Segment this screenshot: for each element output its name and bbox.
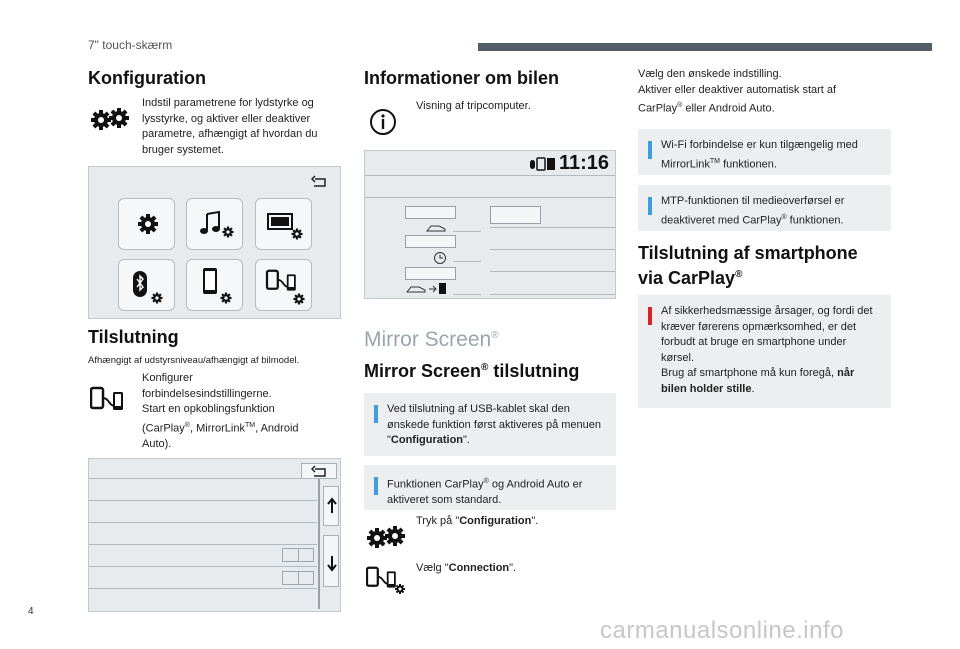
list-row-divider — [89, 588, 317, 589]
trip-row-line — [490, 271, 615, 272]
gear-icon — [137, 213, 159, 235]
info-note: Funktionen CarPlay® og Android Auto er aktiveret som standard. — [364, 465, 616, 510]
connection-icon — [90, 384, 130, 414]
back-button[interactable] — [301, 463, 337, 479]
trip-value-box — [490, 206, 541, 224]
scroll-down-button[interactable] — [323, 535, 339, 587]
info-icon — [369, 108, 397, 136]
clock: 11:16 — [559, 152, 610, 174]
info-text: Visning af tripcomputer. — [416, 100, 531, 112]
scrollbar-track[interactable] — [318, 479, 320, 609]
arrow-down-icon — [327, 554, 337, 572]
trip-value-box — [405, 267, 456, 280]
bluetooth-icon — [131, 268, 165, 306]
info-marker — [648, 141, 652, 159]
music-note-icon — [199, 210, 235, 240]
carplay-title: Tilslutning af smartphone via CarPlay® — [638, 243, 858, 288]
arrow-up-icon — [327, 497, 337, 515]
back-arrow-icon — [311, 465, 329, 479]
configuration-screen — [88, 166, 341, 319]
tile-audio-settings[interactable] — [186, 198, 243, 250]
display-icon — [266, 211, 304, 241]
connection-icon — [265, 269, 307, 307]
watermark: carmanualsonline.info — [600, 617, 844, 644]
page-number: 4 — [28, 606, 34, 617]
list-item-toggle[interactable] — [282, 548, 314, 562]
connection-settings-icon — [366, 566, 408, 596]
mirror-screen-heading: Mirror Screen® — [364, 328, 499, 351]
select-setting-text: Vælg den ønskede indstilling. Aktiver eller deaktiver automatisk start af CarPlay® eller Android Auto. — [638, 68, 837, 115]
tilslutning-title: Tilslutning — [88, 327, 179, 347]
car-range-icon — [425, 223, 449, 233]
clock-icon — [433, 251, 447, 265]
scroll-up-button[interactable] — [323, 486, 339, 526]
tile-bluetooth-settings[interactable] — [118, 259, 175, 311]
mirror-screen-subtitle: Mirror Screen® tilslutning — [364, 361, 580, 381]
trip-value-box — [405, 235, 456, 248]
tile-display-settings[interactable] — [255, 198, 312, 250]
trip-underline — [453, 294, 481, 295]
list-row-divider — [89, 544, 317, 545]
konfiguration-title: Konfiguration — [88, 68, 206, 88]
list-row-divider — [89, 566, 317, 567]
list-row-divider — [89, 522, 317, 523]
smartphone-icon — [201, 266, 235, 306]
info-marker — [374, 405, 378, 423]
status-icons — [529, 154, 559, 174]
tilslutning-text: Konfigurer forbindelsesindstillingerne. Start en opkoblingsfunktion (CarPlay®, MirrorLink™, Android Auto). — [142, 372, 299, 450]
connection-screen — [88, 458, 341, 612]
trip-underline — [453, 261, 481, 262]
konfiguration-text: Indstil parametrene for lydstyrke og lysstyrke, og aktiver eller deaktiver parametre, afhængigt af hvordan du bruger systemet. — [142, 97, 318, 156]
tile-connection-settings[interactable] — [255, 259, 312, 311]
configuration-gears-icon — [88, 106, 132, 132]
list-row-divider — [89, 478, 317, 479]
info-marker — [374, 477, 378, 495]
tile-system-settings[interactable] — [118, 198, 175, 250]
list-row-divider — [89, 500, 317, 501]
warning-note: Af sikkerhedsmæssige årsager, og fordi det kræver førerens opmærksomhed, er det forbudt at bruge en smartphone under kørsel. Brug af smartphone må kun foregå, når bilen holder stille. — [638, 295, 891, 408]
list-item-toggle[interactable] — [282, 571, 314, 585]
trip-row-line — [490, 294, 615, 295]
fuel-consumption-icon — [405, 281, 449, 295]
info-note: MTP-funktionen til medieoverførsel er deaktiveret med CarPlay® funktionen. — [638, 185, 891, 231]
trip-value-box — [405, 206, 456, 219]
step-configuration: Tryk på "Configuration". — [416, 515, 539, 527]
info-note: Wi-Fi forbindelse er kun tilgængelig med MirrorLink™ funktionen. — [638, 129, 891, 175]
back-arrow-icon[interactable] — [311, 175, 329, 189]
screen-divider — [365, 197, 615, 198]
running-header: 7" touch-skærm — [88, 38, 173, 52]
info-marker — [648, 197, 652, 215]
screen-divider — [365, 175, 615, 176]
header-bar — [478, 43, 932, 51]
trip-row-line — [490, 249, 615, 250]
configuration-gears-icon — [364, 524, 408, 550]
tile-telephone-settings[interactable] — [186, 259, 243, 311]
tripcomputer-screen — [364, 150, 616, 299]
trip-underline — [453, 231, 481, 232]
step-connection: Vælg "Connection". — [416, 562, 517, 574]
trip-row-line — [490, 227, 615, 228]
warning-marker — [648, 307, 652, 325]
info-note: Ved tilslutning af USB-kablet skal den ønskede funktion først aktiveres på menuen "Configuration". — [364, 393, 616, 456]
info-title: Informationer om bilen — [364, 68, 560, 88]
tilslutning-subtitle: Afhængigt af udstyrsniveau/afhængigt af bilmodel. — [88, 355, 300, 366]
